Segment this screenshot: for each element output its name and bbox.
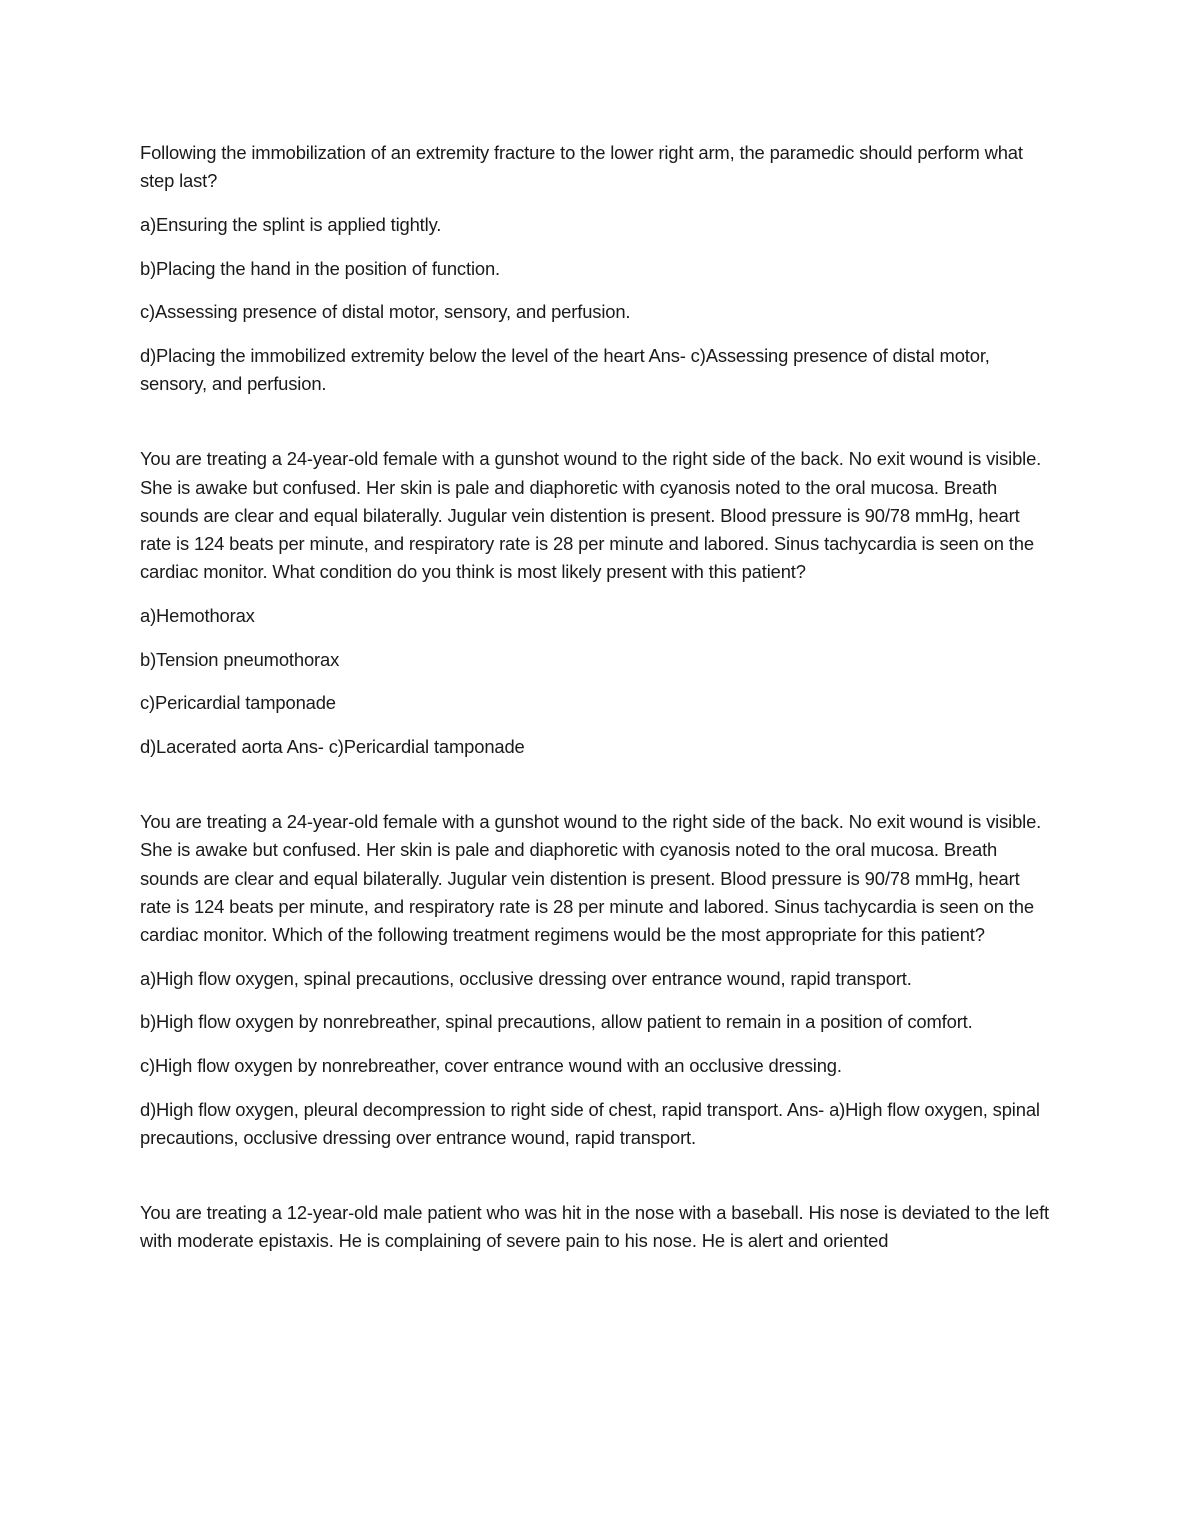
answer-option: a)High flow oxygen, spinal precautions, occlusive dressing over entrance wound, rapid transport. xyxy=(140,967,912,989)
document-page xyxy=(140,139,1055,1271)
answer-option: b)High flow oxygen by nonrebreather, spinal precautions, allow patient to remain in a position of comfort. xyxy=(140,1011,973,1033)
question-block xyxy=(140,445,1055,761)
answer-option-with-answer: d)High flow oxygen, pleural decompression to right side of chest, rapid transport. Ans- a)High flow oxygen, spinal precautions, occlusive dressing over entrance wound, rapid transport. xyxy=(140,1098,1040,1149)
answer-option-with-answer: d)Placing the immobilized extremity below the level of the heart Ans- c)Assessing presence of distal motor, sensory, and perfusion. xyxy=(140,345,990,395)
question-block xyxy=(140,1199,1055,1255)
answer-option: c)High flow oxygen by nonrebreather, cover entrance wound with an occlusive dressing. xyxy=(140,1055,842,1077)
question-stem: Following the immobilization of an extremity fracture to the lower right arm, the paramedic should perform what step last? xyxy=(140,142,1023,192)
question-stem: You are treating a 24-year-old female with a gunshot wound to the right side of the back. No exit wound is visible. She is awake but confused. Her skin is pale and diaphoretic with cyanosis noted to the oral mucosa. Breath sounds are clear and equal bilaterally. Jugular vein distention is present. Blood pressure is 90/78 mmHg, heart rate is 124 beats per minute, and respiratory rate is 28 per minute and labored. Sinus tachycardia is seen on the cardiac monitor. Which of the following treatment regimens would be the most appropriate for this patient? xyxy=(140,811,1042,946)
question-stem: You are treating a 12-year-old male patient who was hit in the nose with a baseball. His nose is deviated to the left with moderate epistaxis. He is complaining of severe pain to his nose. He is alert and oriented xyxy=(140,1202,1050,1252)
answer-option-with-answer: d)Lacerated aorta Ans- c)Pericardial tamponade xyxy=(140,736,525,758)
answer-option: a)Hemothorax xyxy=(140,604,255,626)
answer-option: c)Assessing presence of distal motor, sensory, and perfusion. xyxy=(140,301,631,323)
question-block xyxy=(140,139,1055,398)
question-stem: You are treating a 24-year-old female with a gunshot wound to the right side of the back. No exit wound is visible. She is awake but confused. Her skin is pale and diaphoretic with cyanosis noted to the oral mucosa. Breath sounds are clear and equal bilaterally. Jugular vein distention is present. Blood pressure is 90/78 mmHg, heart rate is 124 beats per minute, and respiratory rate is 28 per minute and labored. Sinus tachycardia is seen on the cardiac monitor. What condition do you think is most likely present with this patient? xyxy=(140,448,1042,583)
answer-option: b)Tension pneumothorax xyxy=(140,648,340,670)
answer-option: a)Ensuring the splint is applied tightly. xyxy=(140,213,442,235)
answer-option: b)Placing the hand in the position of function. xyxy=(140,257,500,279)
question-block xyxy=(140,808,1055,1152)
answer-option: c)Pericardial tamponade xyxy=(140,692,336,714)
